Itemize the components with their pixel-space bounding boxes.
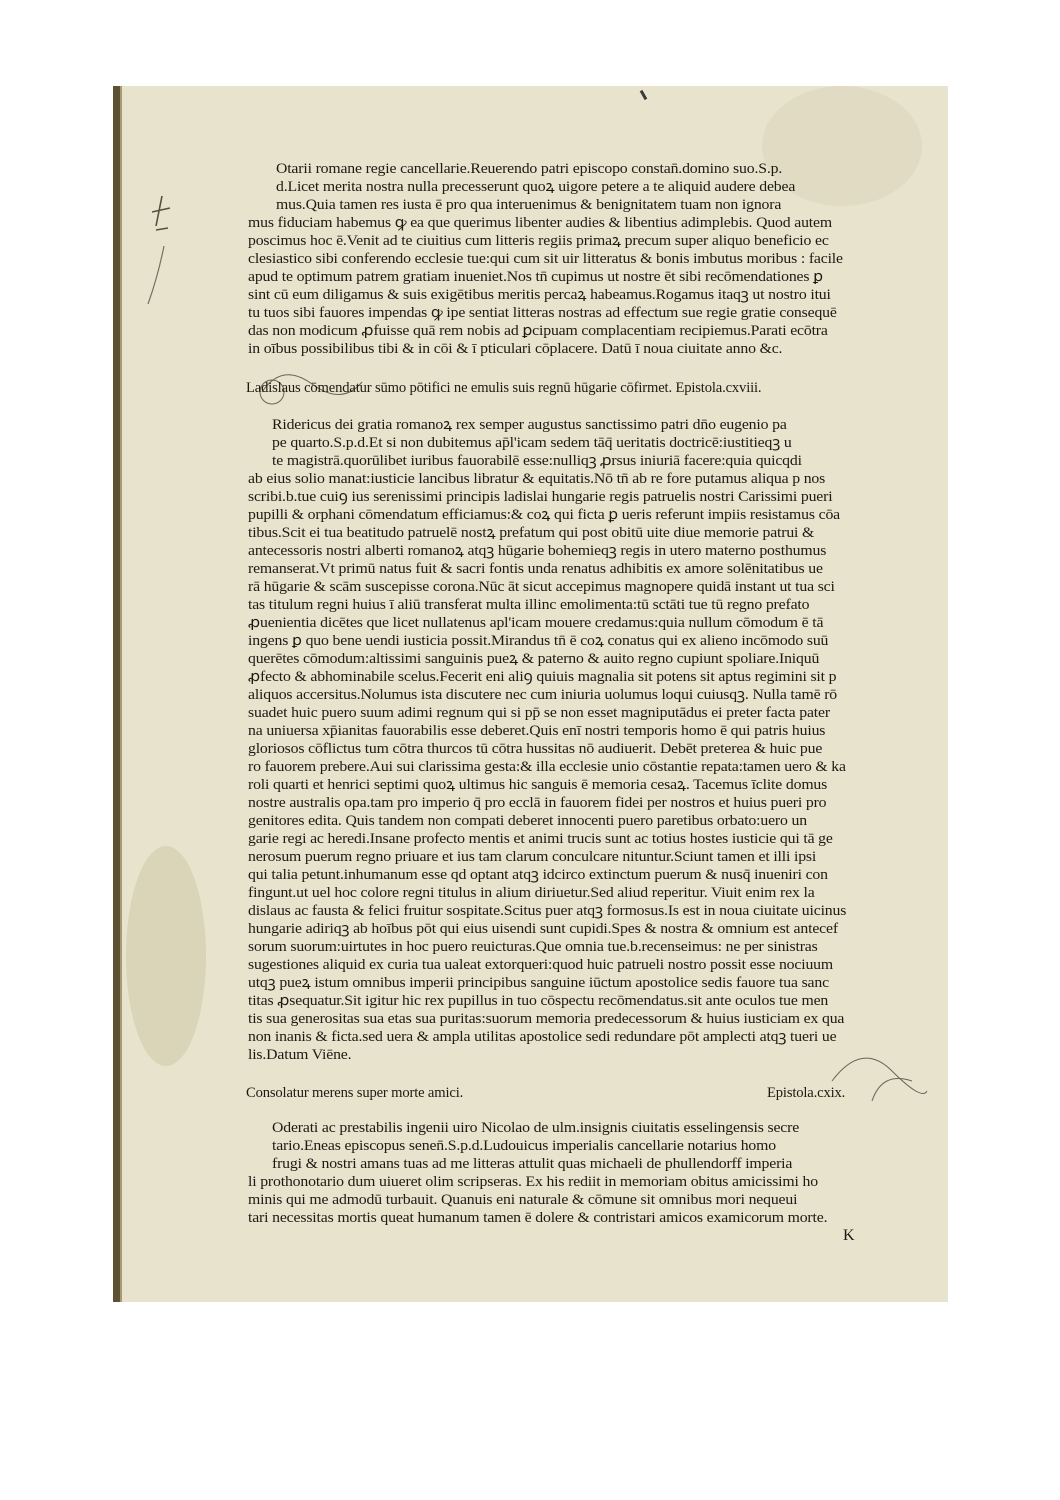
text-line: ingens ꝑ quo bene uendi iusticia possit.Mirandus tn̄ ē coꝝ conatus qui ex alieno incōmodo suū (248, 633, 829, 649)
page-text (122, 86, 948, 1302)
text-line: qui talia petunt.inhumanum esse qd optant atqꝫ idcirco extinctum puerum & nusq̄ inueniri con (248, 867, 828, 883)
text-line: na uniuersa xp̄ianitas fauorabilis esse deberet.Quis enī nostri temporis homo ē qui patris huius (248, 723, 826, 739)
scanned-page (113, 86, 948, 1302)
text-line: nostre australis opa.tam pro imperio q̄ pro ecclā in fauorem fidei per nostros et huius pueri pro (248, 795, 827, 811)
text-line: aliquos accersitus.Nolumus ista discutere nec cum iniuria uolumus loqui cuiusqꝫ. Nulla tamē rō (248, 687, 838, 703)
text-line: ꝓuenientia dicētes que licet nullatenus apl'icam mouere credamus:quia nullum cōmodum ē tā (248, 615, 824, 631)
text-line: Ridericus dei gratia romanoꝝ rex semper augustus sanctissimo patri dn̄o eugenio pa (272, 417, 787, 433)
text-line: scribi.b.tue cuiꝯ ius serenissimi principis ladislai hungarie regis patruelis nostri Carissimi pueri (248, 489, 833, 505)
text-line: te magistrā.quorūlibet iuribus fauorabilē esse:nulliqꝫ ꝓrsus iniuriā facere:quia quicqdi (272, 453, 802, 469)
text-line: apud te optimum patrem gratiam inueniet.Nos tn̄ cupimus ut nostre ēt sibi recōmendationes ꝑ (248, 269, 823, 285)
signature-mark: K (843, 1227, 855, 1244)
text-line: fingunt.ut uel hoc colore regni titulus in alium diriuetur.Sed aliud reperitur. Viuit enim rex la (248, 885, 815, 901)
text-line: frugi & nostri amans tuas ad me litteras attulit quas michaeli de phullendorff imperia (272, 1156, 793, 1172)
text-line: tis sua generositas sua etas sua puritas:suorum memoria predecessorum & huius iusticiam ex qua (248, 1011, 845, 1027)
text-line: in oībus possibilibus tibi & in cōi & ī pticulari cōplacere. Datū ī noua ciuitate anno &c. (248, 341, 783, 357)
text-line: ro fauorem prebere.Aui sui clarissima gesta:& illa ecclesie unio cōstantie repata:tamen uero & ka (248, 759, 846, 775)
text-line: gloriosos cōflictus tum cōtra thurcos tū cōtra hussitas nō audiuerit. Debēt preterea & huic pue (248, 741, 823, 757)
text-line: roli quarti et henrici septimi quoꝝ ultimus hic sanguis ē memoria cesaꝝ. Tacemus īclite domus (248, 777, 828, 793)
letter-number: Epistola.cxix. (767, 1085, 846, 1101)
text-line: li prothonotario dum uiueret olim scripseras. Ex his rediit in memoriam obitus amicissimi ho (248, 1174, 818, 1190)
text-line: mus.Quia tamen res iusta ē pro qua interuenimus & benignitatem tuam non ignora (276, 197, 782, 213)
text-line: utqꝫ pueꝝ istum omnibus imperii principibus sanguine iūctum apostolice sedis fauore tua sanc (248, 975, 829, 991)
binding-gutter (113, 86, 120, 1302)
text-line: rā hūgarie & scām suscepisse corona.Nūc āt sicut accepimus magnopere quidā instant ut tua sci (248, 579, 835, 595)
text-line: pe quarto.S.p.d.Et si non dubitemus ap̄l'icam sedem tāq̄ ueritatis doctricē:iustitieqꝫ u (272, 435, 792, 451)
text-line: tari necessitas mortis queat humanum tamen ē dolere & contristari amicos examicorum morte. (248, 1210, 828, 1226)
text-line: non inanis & ficta.sed uera & ampla utilitas apostolice sedi redundare pōt amplecti atqꝫ tueri ue (248, 1029, 837, 1045)
text-line: hungarie adiriqꝫ ab hoībus pōt qui eius uisendi sunt cupidi.Spes & nostra & omnium est antecef (248, 921, 838, 937)
text-line: nerosum puerum regno priuare et ius tam clarum conculcare nituntur.Sciunt tamen et illi ipsi (248, 849, 817, 865)
text-line: poscimus hoc ē.Venit ad te ciuitius cum litteris regiis primaꝝ precum super aliquo beneficio ec (248, 233, 829, 249)
text-line: das non modicum ꝓfuisse quā rem nobis ad ꝑcipuam complacentiam recipiemus.Parati ecōtra (248, 323, 828, 339)
text-line: tario.Eneas episcopus senen̄.S.p.d.Ludouicus imperialis cancellarie notarius homo (272, 1138, 776, 1154)
text-line: ꝓfecto & abhominabile scelus.Fecerit eni aliꝯ quiuis magnalia sit potens sit aptus regimini sit p (248, 669, 837, 685)
text-line: tu tuos sibi fauores impendas ꝙ ipe sentiat litteras nostras ad effectum sue regie gratie consequē (248, 305, 837, 321)
text-line: Oderati ac prestabilis ingenii uiro Nicolao de ulm.insignis ciuitatis esselingensis secre (272, 1120, 800, 1136)
letter-heading: Ladislaus cōmendatur sūmo pōtifici ne emulis suis regnū hūgarie cōfirmet. Epistola.cxviii. (246, 380, 762, 396)
text-line: lis.Datum Viēne. (248, 1047, 352, 1063)
text-line: pupilli & orphani cōmendatum efficiamus:& coꝝ qui ficta ꝑ ueris referunt impiis resistamus cōa (248, 507, 840, 523)
text-line: clesiastico sibi conferendo ecclesie tue:qui cum sit uir litteratus & bonis imbutus moribus : facile (248, 251, 843, 267)
text-line: genitores edita. Quis tandem non compati deberet innocenti puero paretibus orbato:uero un (248, 813, 807, 829)
text-line: sorum suorum:uirtutes in hoc puero reuicturas.Que omnia tue.b.recenseimus: ne per sinistras (248, 939, 818, 955)
text-line: dislaus ac fausta & felici fruitur sospitate.Scitus puer atqꝫ formosus.Is est in noua ciuitate uicinus (248, 903, 847, 919)
text-line: titas ꝓsequatur.Sit igitur hic rex pupillus in tuo cōspectu recōmendatus.sit ante oculos tue men (248, 993, 829, 1009)
text-line: ab eius solio manat:iusticie lancibus libratur & equitatis.Nō tn̄ ab re fore putamus aliqua p nos (248, 471, 826, 487)
text-line: tas titulum regni huius ī aliū transferat multa illinc emolimenta:tū sctāti tue tū regno prefato (248, 597, 810, 613)
letter-heading: Consolatur merens super morte amici. (246, 1085, 464, 1101)
text-line: mus fiduciam habemus ꝙ ea que querimus libenter audies & libentius adimplebis. Quod autem (248, 215, 832, 231)
text-line: sugestiones aliquid ex curia tua ualeat extorqueri:quod huic patrueli nostro possit esse nociuum (248, 957, 833, 973)
text-line: tibus.Scit ei tua beatitudo patruelē nostꝝ prefatum qui post obitū uite diue memorie patrui & (248, 525, 815, 541)
text-line: sint cū eum diligamus & suis exigētibus meritis percaꝝ habeamus.Rogamus itaqꝫ ut nostro itui (248, 287, 831, 303)
text-line: suadet huic puero suum adimi regnum qui si pp̄ se non esset magniputādus ei preter facta pater (248, 705, 830, 721)
text-line: antecessoris nostri alberti romanoꝝ atqꝫ hūgarie bohemieqꝫ regis in utero materno posthumus (248, 543, 827, 559)
text-line: querētes cōmodum:altissimi sanguinis pueꝝ & paterno & auito regno cupiunt spoliare.Iniquū (248, 651, 820, 667)
text-line: minis qui me admodū turbauit. Quanuis eni naturale & cōmune sit omnibus mori nequeui (248, 1192, 798, 1208)
paper-sheet (120, 86, 948, 1302)
text-line: d.Licet merita nostra nulla precesserunt quoꝝ uigore petere a te aliquid audere debea (276, 179, 796, 195)
text-line: garie regi ac heredi.Insane profecto mentis et animi trucis sunt ac totius hostes iusticie qui tā ge (248, 831, 833, 847)
text-line: Otarii romane regie cancellarie.Reuerendo patri episcopo constan̄.domino suo.S.p. (276, 161, 783, 177)
text-line: remanserat.Vt primū natus fuit & sacri fontis unda renatus adhibitis ex amore solēnitatibus ue (248, 561, 823, 577)
